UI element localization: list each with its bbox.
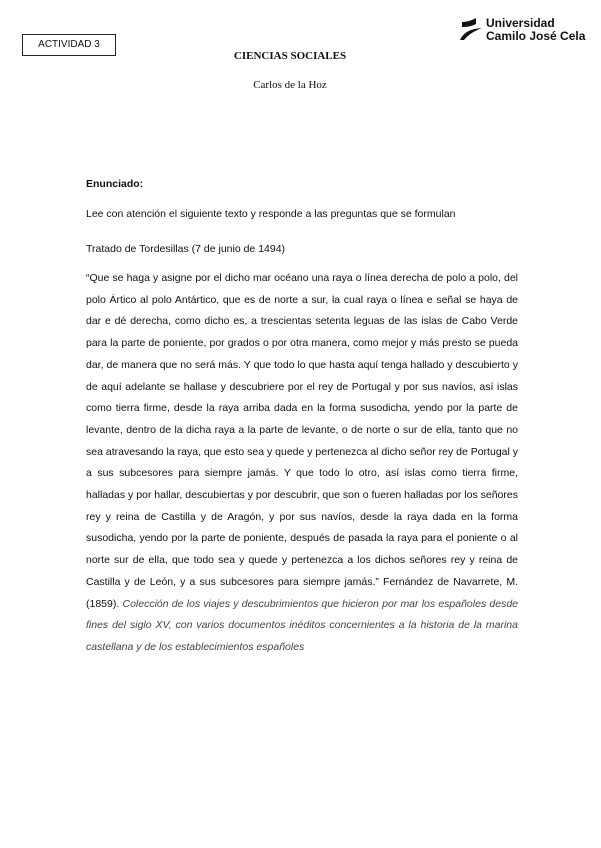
page-title: CIENCIAS SOCIALES — [233, 50, 347, 62]
university-logo — [458, 15, 588, 45]
instruction-text: Lee con atención el siguiente texto y responde a las preguntas que se formulan — [86, 208, 456, 220]
quote-block — [86, 268, 518, 659]
citation-author: Fernández de Navarrete, M. (1859). — [86, 575, 518, 610]
quote-text: “Que se haga y asigne por el dicho mar océano una raya o línea derecha de polo a polo, del polo Ártico al polo Antártico, que es de norte a sur, la cual raya o línea e señal se haya de dar e dé derecha, como dicho es, a trescientas setenta leguas de las islas de Cabo Verde para la parte de poniente, por grados o por otra manera, como mejor y más presto se pueda dar, de manera que no será más. Y que todo lo que hasta aquí tenga hallado y descubierto y de aquí adelante se hallase y descubriere por el rey de Portugal y por sus navíos, así islas como tierra firme, desde la raya arriba dada en la forma susodicha, yendo por la parte de levante, dentro de la dicha raya a la parte de levante, o de norte o sur de ella, tanto que no sea atravesando la raya, que esto sea y quede y pertenezca al dicho señor rey de Portugal y a sus subcesores para siempre jamás. Y que todo lo otro, así islas como tierra firme, halladas y por hallar, descubiertas y por descubrir, que son o fueren halladas por los señores rey y reina de Castilla y de Aragón, y por sus navíos, desde la raya dada en la forma susodicha, yendo por la parte de poniente, después de pasada la raya para el poniente o al norte sur de ella, que todo sea y quede y pertenezca a los dichos señores rey y reina de Castilla y de León, y a sus subcesores para siempre jamás.” — [86, 272, 518, 588]
activity-label: ACTIVIDAD 3 — [38, 39, 100, 50]
section-label: Enunciado: — [86, 178, 144, 190]
citation-work: Colección de los viajes y descubrimientos que hicieron por mar los españoles desde fines del siglo XV, con varios documentos inéditos concernientes a la historia de la marina castellana y de los establecimientos españoles — [86, 597, 518, 653]
logo-text-university: Universidad — [486, 16, 555, 30]
treaty-title: Tratado de Tordesillas (7 de junio de 1494) — [86, 243, 286, 255]
author-name: Carlos de la Hoz — [253, 79, 327, 91]
logo-text-name: Camilo José Cela — [486, 29, 586, 43]
ucjc-swoosh-icon — [458, 18, 484, 42]
